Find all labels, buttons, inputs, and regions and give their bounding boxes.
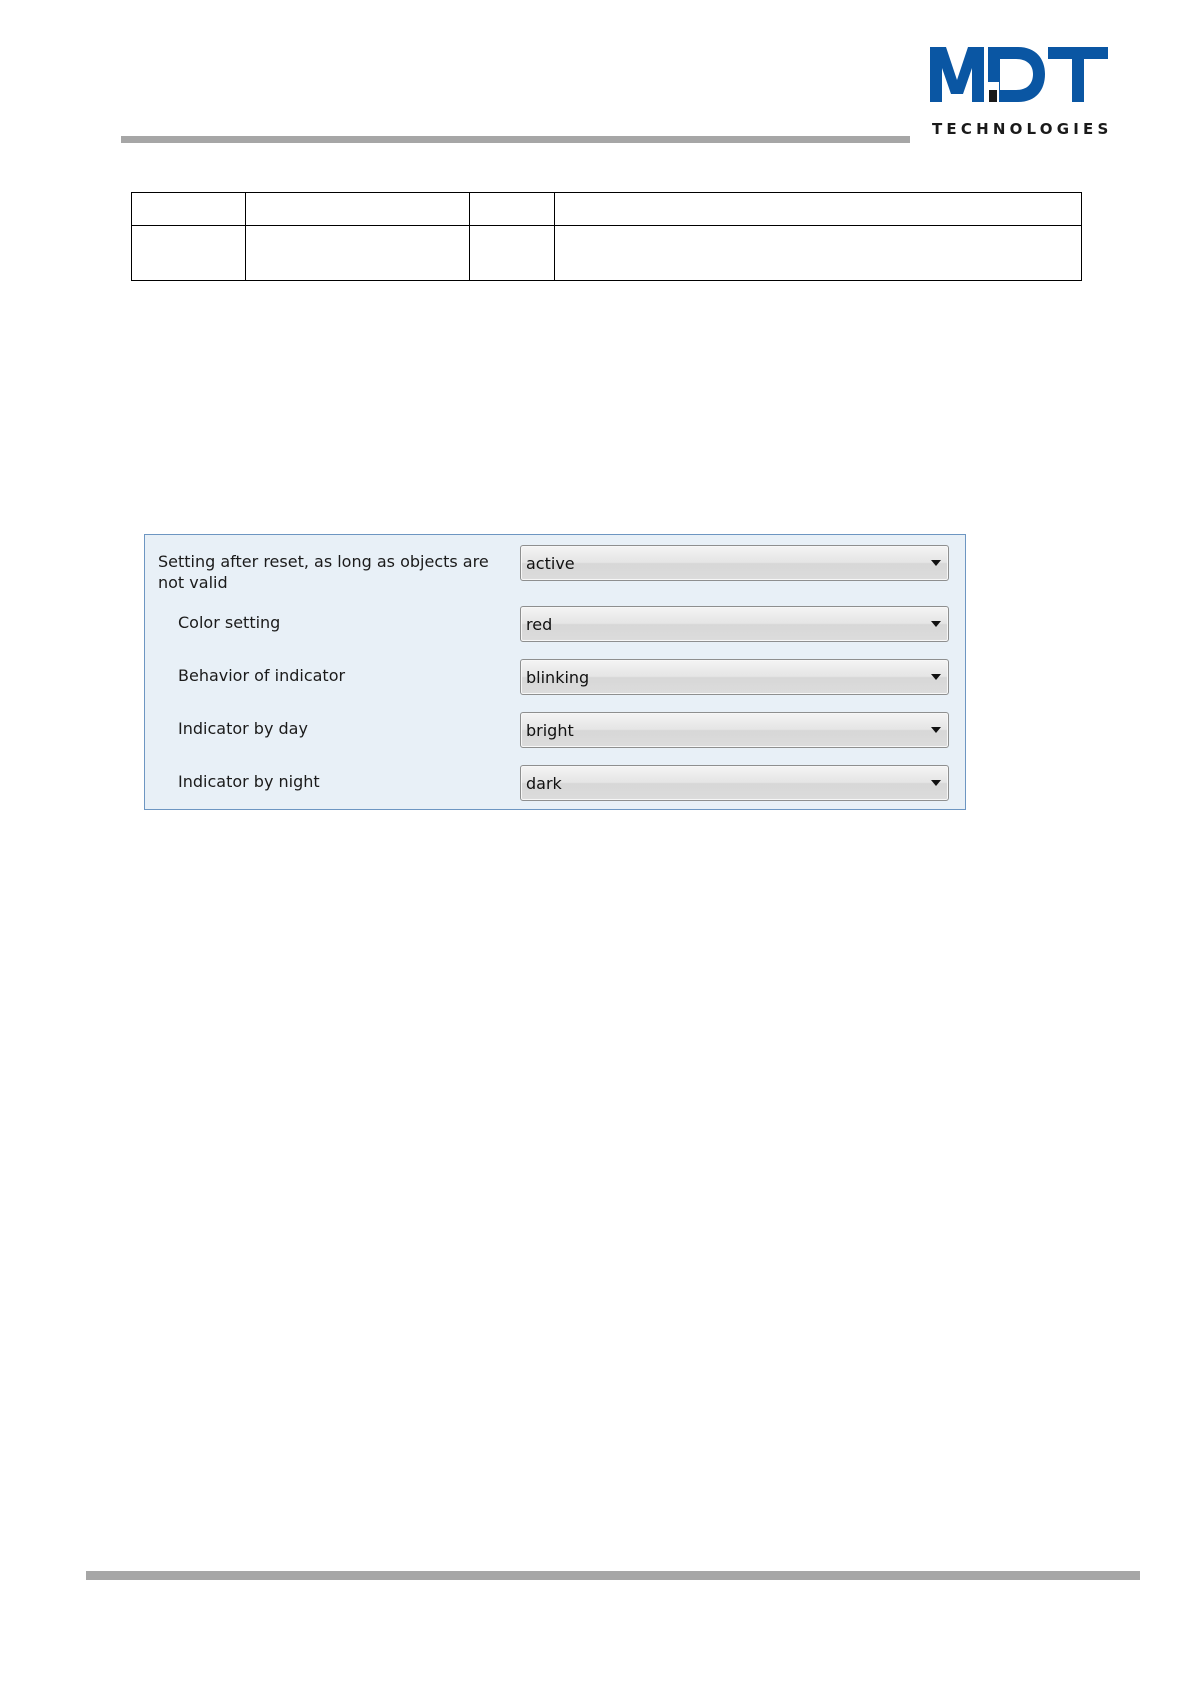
parameter-panel [144, 534, 966, 810]
select-value: dark [526, 774, 562, 793]
param-label: Indicator by day [178, 719, 308, 738]
param-label: Setting after reset, as long as objects are not valid [158, 552, 489, 592]
param-label: Behavior of indicator [178, 666, 346, 685]
brand-logo [930, 42, 1115, 138]
color-setting-select[interactable] [520, 606, 949, 642]
header-divider [121, 136, 910, 143]
table-cell [470, 226, 555, 281]
chevron-down-icon [931, 727, 941, 734]
table-cell [470, 193, 555, 226]
chevron-down-icon [931, 621, 941, 628]
logo-mark [930, 42, 1108, 114]
table-cell [246, 226, 470, 281]
behavior-select[interactable] [520, 659, 949, 695]
logo-subtitle: TECHNOLOGIES [932, 120, 1113, 138]
select-value: active [526, 554, 575, 573]
table-cell [246, 193, 470, 226]
object-table [131, 192, 1082, 281]
param-label: Indicator by night [178, 772, 320, 791]
footer-divider [86, 1571, 1140, 1580]
chevron-down-icon [931, 674, 941, 681]
table-cell [555, 193, 1082, 226]
chevron-down-icon [931, 780, 941, 787]
chevron-down-icon [931, 560, 941, 567]
table-cell [132, 193, 246, 226]
table-cell [132, 226, 246, 281]
indicator-day-select[interactable] [520, 712, 949, 748]
table-row [132, 226, 1082, 281]
reset-setting-select[interactable] [520, 545, 949, 581]
select-value: red [526, 615, 553, 634]
table-cell [555, 226, 1082, 281]
table-row [132, 193, 1082, 226]
indicator-night-select[interactable] [520, 765, 949, 801]
param-label: Color setting [178, 613, 281, 632]
select-value: blinking [526, 668, 590, 687]
select-value: bright [526, 721, 574, 740]
